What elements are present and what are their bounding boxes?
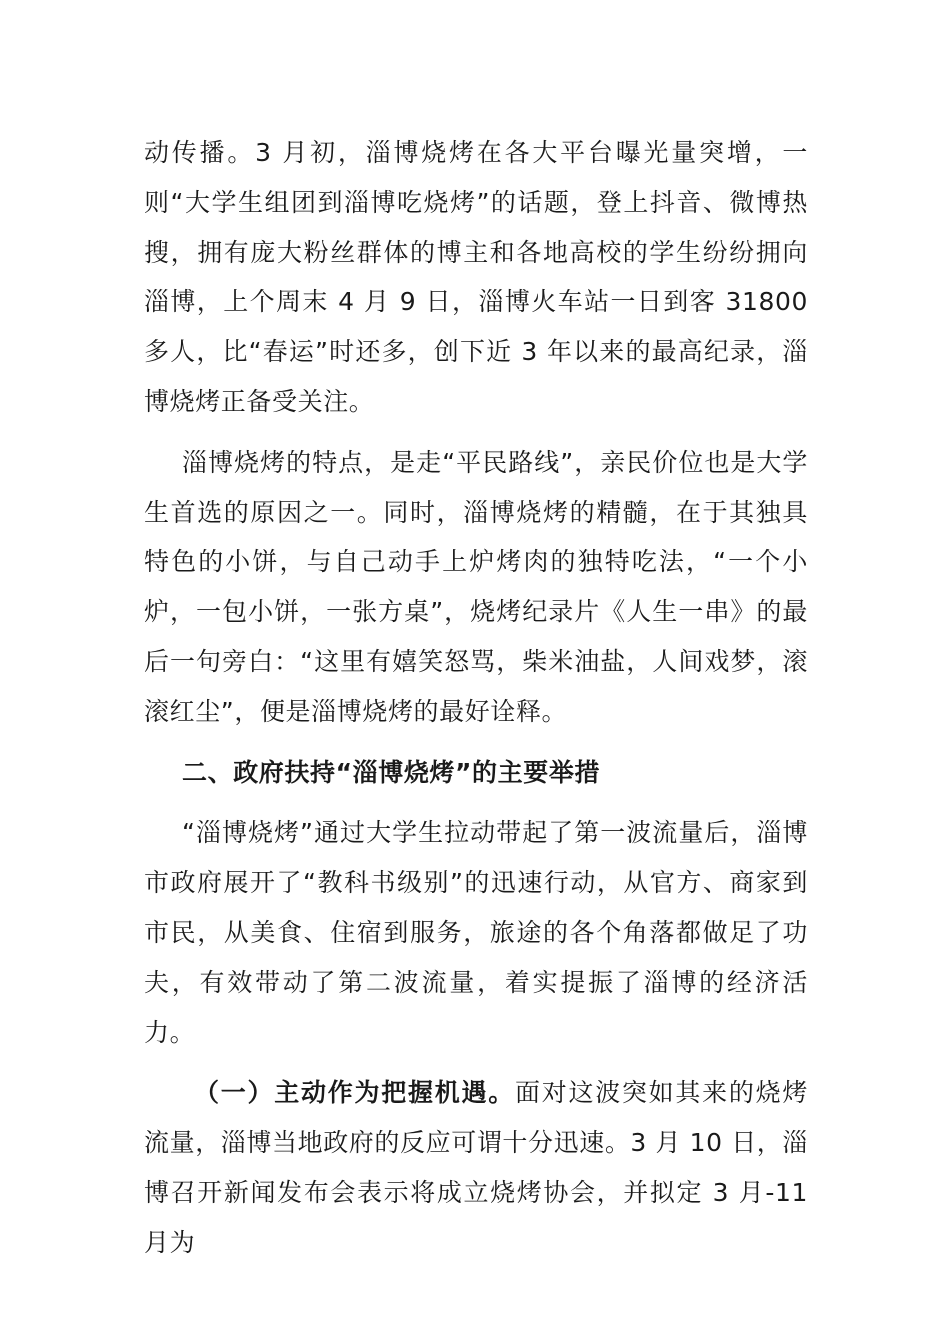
document-body	[144, 128, 808, 1268]
subsection-1-lead: （一）主动作为把握机遇。	[194, 1078, 515, 1108]
section-heading-2: 二、政府扶持“淄博烧烤”的主要举措	[182, 757, 601, 787]
subsection-1-body: 面对这波突如其来的烧烤流量，淄博当地政府的反应可谓十分迅速。3 月 10 日，淄博召开新闻发布会表示将成立烧烤协会，并拟定 3 月-11 月为	[144, 1078, 809, 1257]
paragraph-features: 淄博烧烤的特点，是走“平民路线”，亲民价位也是大学生首选的原因之一。同时，淄博烧烤的精髓，在于其独具特色的小饼，与自己动手上炉烤肉的独特吃法，“一个小炉，一包小饼，一张方桌”，烧烤纪录片《人生一串》的最后一句旁白：“这里有嬉笑怒骂，柴米油盐，人间戏梦，滚滚红尘”，便是淄博烧烤的最好诠释。	[144, 447, 808, 726]
paragraph-subsection-1	[144, 1068, 808, 1267]
paragraph-continued: 动传播。3 月初，淄博烧烤在各大平台曝光量突增，一则“大学生组团到淄博吃烧烤”的话题，登上抖音、微博热搜，拥有庞大粉丝群体的博主和各地高校的学生纷纷拥向淄博，上个周末 4 月 9 日，淄博火车站一日到客 31800 多人，比“春运”时还多，创下近 3 年以来的最高纪录，淄博烧烤正备受关注。	[144, 138, 808, 416]
paragraph-government-action: “淄博烧烤”通过大学生拉动带起了第一波流量后，淄博市政府展开了“教科书级别”的迅速行动，从官方、商家到市民，从美食、住宿到服务，旅途的各个角落都做足了功夫，有效带动了第二波流量，着实提振了淄博的经济活力。	[144, 818, 808, 1047]
